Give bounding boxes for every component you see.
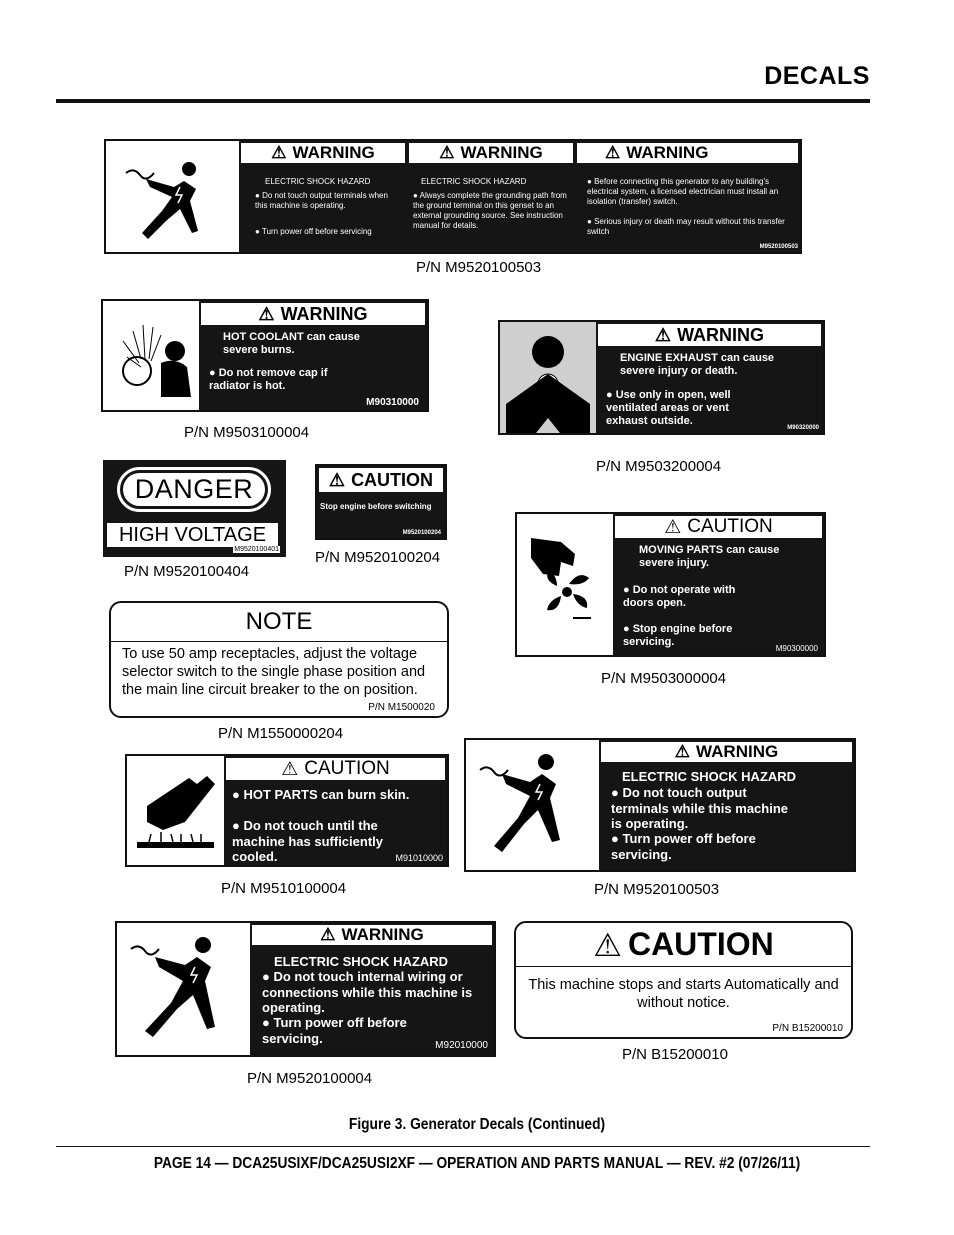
panel-1-bullet-1: ● Do not touch output terminals when this machine is operating.	[255, 191, 401, 211]
decal-line-1: HOT COOLANT can cause	[223, 331, 360, 343]
panel-1-bullet-2: ● Turn power off before servicing	[255, 227, 401, 237]
part-number: P/N B15200010	[622, 1046, 728, 1063]
part-number: P/N M9503200004	[596, 458, 722, 475]
warning-panel	[596, 322, 823, 433]
decal-header: CAUTION	[351, 469, 434, 490]
panel-2-title: ELECTRIC SHOCK HAZARD	[421, 177, 527, 186]
decal-header: CAUTION	[627, 926, 774, 962]
panel-3-bullet-1: ● Before connecting this generator to any building's electrical system, a licensed electrician must install an isolation (transfer) switch.	[587, 177, 797, 207]
page-footer: PAGE 14 — DCA25USIXF/DCA25USI2XF — OPERATION AND PARTS MANUAL — REV. #2 (07/26/11)	[153, 1155, 801, 1172]
decal-bullet-2: ● Do not touch until the machine has sufficiently cooled.	[232, 818, 388, 865]
warning-triangle-icon: ⚠	[271, 143, 287, 162]
decal-header: NOTE	[111, 603, 447, 642]
part-number: P/N M9520100503	[416, 259, 542, 276]
moving-parts-pictogram	[517, 514, 613, 655]
decal-line-2: severe injury.	[639, 557, 710, 569]
part-number: P/N M9520100404	[124, 563, 250, 580]
decal-hot-coolant	[101, 299, 429, 412]
panel-3-bullet-2: ● Serious injury or death may result without this transfer switch	[587, 217, 797, 237]
decal-title: ELECTRIC SHOCK HAZARD	[622, 769, 797, 784]
part-number: P/N M1550000204	[218, 725, 344, 742]
page-title: DECALS	[764, 62, 870, 90]
decal-electric-shock-wiring	[115, 921, 496, 1057]
warning-panel	[599, 740, 854, 870]
panel-2-bullet-1: ● Always complete the grounding path from the ground terminal on this genset to an external grounding source. See instruction manual for details.	[413, 191, 569, 231]
decal-code: M92010000	[435, 1040, 488, 1051]
decal-caution-stop-engine	[315, 464, 447, 540]
warning-triangle-icon: ⚠	[320, 925, 336, 944]
decal-code: P/N B15200010	[772, 1023, 843, 1034]
warning-triangle-icon: ⚠	[674, 742, 691, 761]
decal-bullet-2: ● Stop engine before servicing.	[623, 623, 763, 649]
decal-bullet: ● Do not remove cap if radiator is hot.	[209, 367, 349, 393]
decal-body: To use 50 amp receptacles, adjust the voltage selector switch to the single phase position and the main line circuit breaker to the on position.	[122, 646, 426, 698]
warning-triangle-icon: ⚠	[439, 143, 455, 162]
warning-panel-3	[575, 141, 800, 252]
panel-3-header: WARNING	[626, 143, 709, 162]
panel-1-title: ELECTRIC SHOCK HAZARD	[265, 177, 371, 186]
figure-caption: Figure 3. Generator Decals (Continued)	[348, 1116, 606, 1133]
decal-line-1: MOVING PARTS can cause	[639, 544, 780, 556]
decal-code: M90310000	[366, 397, 419, 408]
decal-caution-automatic	[514, 921, 853, 1039]
decal-code: M9520100204	[402, 530, 441, 536]
exhaust-pictogram	[500, 322, 596, 433]
warning-panel	[250, 923, 494, 1055]
decal-header: WARNING	[696, 742, 779, 761]
header-rule	[56, 99, 870, 103]
decal-electric-shock-large	[464, 738, 856, 872]
decal-triple-warning	[104, 139, 802, 254]
warning-panel-1	[239, 141, 407, 252]
decal-bullet-1: ● Do not operate with doors open.	[623, 584, 763, 610]
decal-code: M90300000	[775, 644, 818, 653]
decal-note	[109, 601, 449, 718]
caution-panel	[224, 756, 447, 865]
decal-code: M90320000	[787, 425, 819, 431]
warning-triangle-icon: ⚠	[328, 469, 346, 490]
decal-header: WARNING	[341, 925, 424, 944]
decal-bullet-1: ● Do not touch output terminals while this machine is operating.	[611, 785, 791, 832]
part-number: P/N M9503000004	[601, 670, 727, 687]
decal-bullet-1: ● HOT PARTS can burn skin.	[232, 787, 442, 802]
decal-danger-high-voltage	[103, 460, 286, 557]
warning-triangle-icon: ⚠	[593, 926, 622, 963]
warning-panel	[199, 301, 427, 410]
footer-rule	[56, 1146, 870, 1147]
danger-label: DANGER	[123, 473, 265, 506]
part-number: P/N M9520100204	[315, 549, 441, 566]
decal-hot-parts	[125, 754, 449, 867]
decal-line-1: ENGINE EXHAUST can cause	[620, 352, 775, 364]
panel-1-header: WARNING	[292, 143, 375, 162]
warning-triangle-icon: ⚠	[258, 303, 275, 324]
decal-header: WARNING	[280, 303, 368, 324]
decal-text: Stop engine before switching	[320, 502, 432, 511]
part-number: P/N M9503100004	[184, 424, 310, 441]
warning-triangle-icon: ⚠	[281, 758, 299, 780]
decal-line-2: severe burns.	[223, 344, 295, 356]
warning-panel-2	[407, 141, 575, 252]
warning-triangle-icon: ⚠	[605, 143, 621, 162]
decal-code: M91010000	[395, 853, 443, 863]
decal-body: This machine stops and starts Automatically and without notice.	[528, 977, 839, 1011]
decal-bullet-2: ● Turn power off before servicing.	[262, 1015, 442, 1046]
shock-pictogram	[466, 740, 599, 870]
caution-panel	[613, 514, 824, 655]
decal-bullet: ● Use only in open, well ventilated areas or vent exhaust outside.	[606, 389, 756, 428]
hot-hand-pictogram	[127, 756, 224, 865]
shock-pictogram	[117, 923, 250, 1055]
decal-header: CAUTION	[687, 516, 773, 537]
high-voltage-label: HIGH VOLTAGE	[107, 523, 278, 547]
decal-code: M9520100503	[759, 244, 798, 250]
decal-line-2: severe injury or death.	[620, 365, 738, 377]
decal-title: ELECTRIC SHOCK HAZARD	[274, 954, 449, 969]
part-number: P/N M9510100004	[221, 880, 347, 897]
shock-pictogram	[106, 141, 239, 252]
decal-moving-parts	[515, 512, 826, 657]
warning-triangle-icon: ⚠	[654, 324, 672, 345]
panel-2-header: WARNING	[460, 143, 543, 162]
decal-code: P/N M1500020	[368, 702, 435, 713]
warning-triangle-icon: ⚠	[664, 516, 682, 538]
decal-header: CAUTION	[304, 758, 390, 779]
decal-code: M9520100401	[234, 546, 279, 553]
decal-bullet-1: ● Do not touch internal wiring or connections while this machine is operating.	[262, 969, 490, 1016]
decal-header: WARNING	[677, 324, 765, 345]
burn-spray-pictogram	[103, 301, 199, 410]
part-number: P/N M9520100503	[594, 881, 720, 898]
decal-bullet-2: ● Turn power off before servicing.	[611, 831, 791, 862]
decal-engine-exhaust	[498, 320, 825, 435]
part-number: P/N M9520100004	[247, 1070, 373, 1087]
